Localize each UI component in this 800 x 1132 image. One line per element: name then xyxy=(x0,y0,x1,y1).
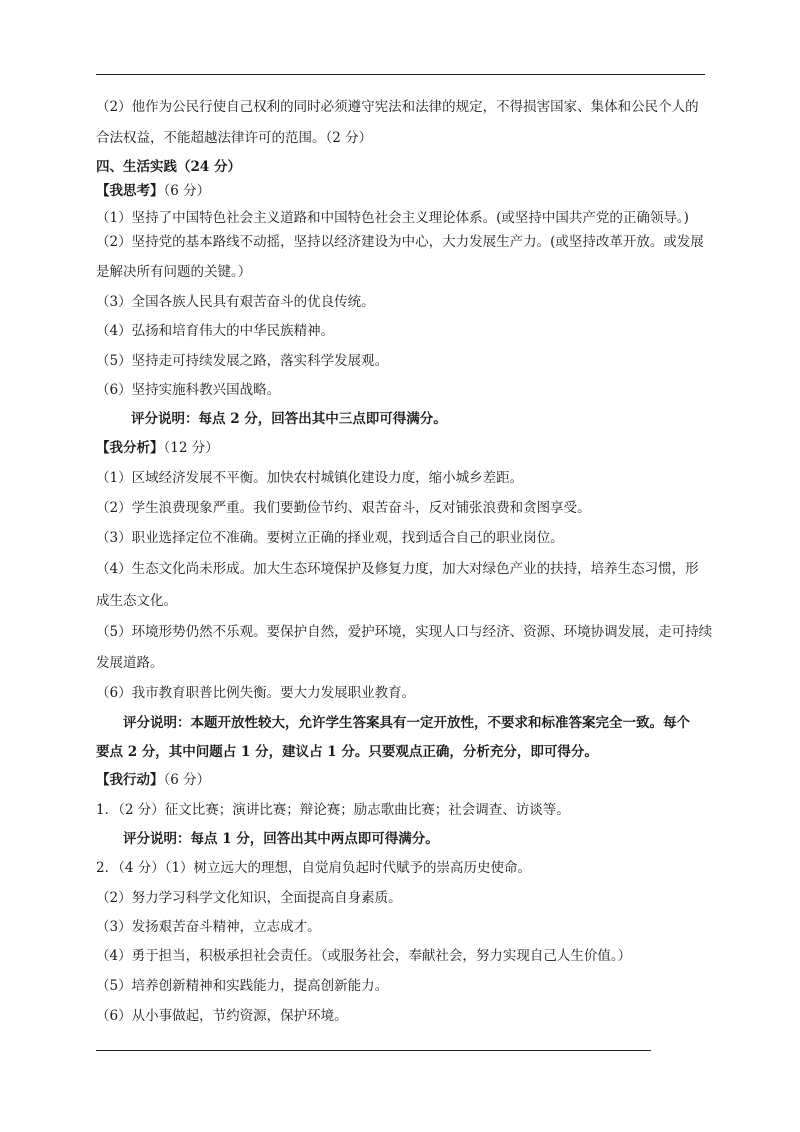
think-item-2: （2）坚持党的基本路线不动摇，坚持以经济建设为中心，大力发展生产力。(或坚持改革开放。或发展 xyxy=(96,234,704,250)
act-item-2-sub-3: （3）发扬艰苦奋斗精神，立志成才。 xyxy=(96,919,321,935)
act-item-2: 2．（4 分）（1）树立远大的理想，自觉肩负起时代赋予的崇高历史使命。 xyxy=(96,860,532,876)
act-item-2-sub-4: （4）勇于担当，积极承担社会责任。（或服务社会，奉献社会，努力实现自己人生价值。） xyxy=(96,948,632,964)
think-item-3: （3）全国各族人民具有艰苦奋斗的优良传统。 xyxy=(96,294,375,310)
think-item-4: （4）弘扬和培育伟大的中华民族精神。 xyxy=(96,323,335,339)
act-item-2-sub-6: （6）从小事做起，节约资源，保护环境。 xyxy=(96,1008,348,1024)
subsection-heading-think: 【我思考】（6 分） xyxy=(96,183,211,199)
analyze-item-5: （5）环境形势仍然不乐观。要保护自然，爱护环境，实现人口与经济、资源、环境协调发展，走可持续 xyxy=(96,624,713,640)
analyze-item-4-cont: 成生态文化。 xyxy=(96,593,177,609)
subsection-heading-act: 【我行动】（6 分） xyxy=(96,772,211,788)
think-item-6: （6）坚持实施科教兴国战略。 xyxy=(96,382,281,398)
act-item-1: 1．（2 分）征文比赛；演讲比赛；辩论赛；励志歌曲比赛；社会调查、访谈等。 xyxy=(96,802,570,818)
section-heading: 四、生活实践（24 分） xyxy=(96,159,241,175)
scoring-note-analyze: 评分说明：本题开放性较大，允许学生答案具有一定开放性，不要求和标准答案完全一致。每个 xyxy=(123,715,690,731)
act-item-2-sub-2: （2）努力学习科学文化知识，全面提高自身素质。 xyxy=(96,890,402,906)
analyze-item-6: （6）我市教育职普比例失衡。要大力发展职业教育。 xyxy=(96,685,416,701)
scoring-note-act: 评分说明：每点 1 分，回答出其中两点即可得满分。 xyxy=(123,831,439,847)
subsection-heading-analyze: 【我分析】（12 分） xyxy=(96,440,219,456)
scoring-note-analyze-cont: 要点 2 分，其中问题占 1 分，建议占 1 分。只要观点正确，分析充分，即可得分。 xyxy=(96,744,598,760)
analyze-item-3: （3）职业选择定位不准确。要树立正确的择业观，找到适合自己的职业岗位。 xyxy=(96,530,564,546)
header-rule xyxy=(96,74,705,75)
footer-rule xyxy=(96,1050,651,1051)
answer-line-1: （2）他作为公民行使自己权利的同时必须遵守宪法和法律的规定，不得损害国家、集体和公民个人的 xyxy=(96,99,699,115)
analyze-item-5-cont: 发展道路。 xyxy=(96,655,164,671)
think-item-2-cont: 是解决所有问题的关键。） xyxy=(96,264,252,280)
analyze-item-4: （4）生态文化尚未形成。加大生态环境保护及修复力度，加大对绿色产业的扶持，培养生态习惯，形 xyxy=(96,561,699,577)
think-item-1: （1）坚持了中国特色社会主义道路和中国特色社会主义理论体系。(或坚持中国共产党的正确领导。) xyxy=(96,210,689,226)
analyze-item-1: （1）区域经济发展不平衡。加快农村城镇化建设力度，缩小城乡差距。 xyxy=(96,470,524,486)
think-item-5: （5）坚持走可持续发展之路，落实科学发展观。 xyxy=(96,353,389,369)
act-item-2-sub-5: （5）培养创新精神和实践能力，提高创新能力。 xyxy=(96,978,389,994)
scoring-note-think: 评分说明：每点 2 分，回答出其中三点即可得满分。 xyxy=(131,411,447,427)
answer-line-2: 合法权益，不能超越法律许可的范围。（2 分） xyxy=(96,130,373,146)
analyze-item-2: （2）学生浪费现象严重。我们要勤俭节约、艰苦奋斗，反对铺张浪费和贪图享受。 xyxy=(96,500,591,516)
